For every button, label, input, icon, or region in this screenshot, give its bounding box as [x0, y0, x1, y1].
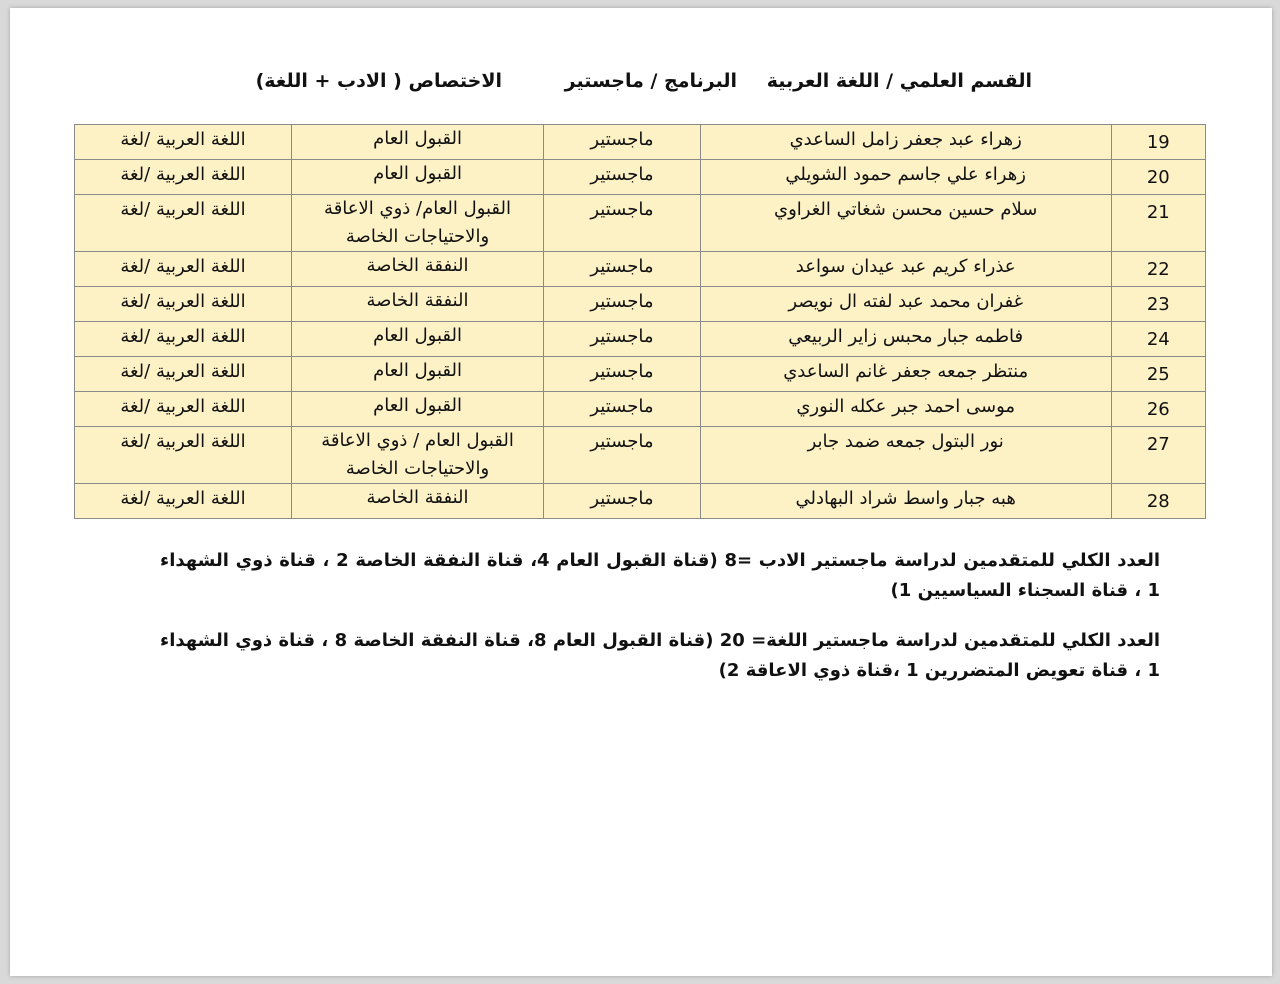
table-row: [75, 392, 1206, 427]
header-department: القسم العلمي / اللغة العربية: [766, 70, 1032, 92]
student-name-cell: غفران محمد عبد لفته ال نويصر: [700, 287, 1111, 322]
row-number-cell: 20: [1111, 160, 1205, 195]
admission-channel-cell: القبول العام / ذوي الاعاقة والاحتياجات الخاصة: [291, 427, 543, 484]
specialization-cell: اللغة العربية /لغة: [75, 287, 292, 322]
admission-channel-cell: النفقة الخاصة: [291, 252, 543, 287]
row-number-cell: 24: [1111, 322, 1205, 357]
specialization-cell: اللغة العربية /لغة: [75, 427, 292, 484]
literature-summary: العدد الكلي للمتقدمين لدراسة ماجستير الادب =8 (قناة القبول العام 4، قناة النفقة الخاصة 2 ، قناة ذوي الشهداء 1 ، قناة السجناء السياسيين 1): [160, 550, 1160, 601]
admission-channel-cell: القبول العام: [291, 160, 543, 195]
student-name-cell: عذراء كريم عبد عيدان سواعد: [700, 252, 1111, 287]
header-specialization: الاختصاص ( الادب + اللغة): [255, 70, 502, 92]
student-name-cell: زهراء عبد جعفر زامل الساعدي: [700, 125, 1111, 160]
student-name-cell: منتظر جمعه جعفر غانم الساعدي: [700, 357, 1111, 392]
row-number-cell: 19: [1111, 125, 1205, 160]
row-number-cell: 21: [1111, 195, 1205, 252]
document-header: [10, 70, 1272, 104]
student-name-cell: نور البتول جمعه ضمد جابر: [700, 427, 1111, 484]
specialization-cell: اللغة العربية /لغة: [75, 160, 292, 195]
program-cell: ماجستير: [544, 484, 701, 519]
specialization-cell: اللغة العربية /لغة: [75, 195, 292, 252]
admission-channel-cell: النفقة الخاصة: [291, 484, 543, 519]
table-row: [75, 357, 1206, 392]
row-number-cell: 22: [1111, 252, 1205, 287]
program-cell: ماجستير: [544, 357, 701, 392]
specialization-cell: اللغة العربية /لغة: [75, 392, 292, 427]
program-cell: ماجستير: [544, 322, 701, 357]
admission-channel-cell: القبول العام: [291, 392, 543, 427]
language-summary: العدد الكلي للمتقدمين لدراسة ماجستير اللغة= 20 (قناة القبول العام 8، قناة النفقة الخاصة 8 ، قناة ذوي الشهداء 1 ، قناة تعويض المتضررين 1 ،قناة ذوي الاعاقة 2): [160, 630, 1160, 681]
specialization-cell: اللغة العربية /لغة: [75, 125, 292, 160]
program-cell: ماجستير: [544, 160, 701, 195]
student-name-cell: فاطمه جبار محبس زاير الربيعي: [700, 322, 1111, 357]
table-row: [75, 484, 1206, 519]
table-row: [75, 125, 1206, 160]
row-number-cell: 26: [1111, 392, 1205, 427]
program-cell: ماجستير: [544, 392, 701, 427]
program-cell: ماجستير: [544, 195, 701, 252]
student-name-cell: هبه جبار واسط شراد البهادلي: [700, 484, 1111, 519]
applicants-table-body: [75, 125, 1206, 519]
program-cell: ماجستير: [544, 252, 701, 287]
table-row: [75, 195, 1206, 252]
admission-channel-cell: القبول العام: [291, 357, 543, 392]
header-program: البرنامج / ماجستير: [564, 70, 737, 92]
student-name-cell: سلام حسين محسن شغاتي الغراوي: [700, 195, 1111, 252]
row-number-cell: 23: [1111, 287, 1205, 322]
specialization-cell: اللغة العربية /لغة: [75, 322, 292, 357]
table-row: [75, 160, 1206, 195]
admission-channel-cell: القبول العام/ ذوي الاعاقة والاحتياجات الخاصة: [291, 195, 543, 252]
row-number-cell: 25: [1111, 357, 1205, 392]
table-row: [75, 427, 1206, 484]
table-row: [75, 322, 1206, 357]
row-number-cell: 27: [1111, 427, 1205, 484]
table-row: [75, 287, 1206, 322]
admission-channel-cell: القبول العام: [291, 125, 543, 160]
admission-channel-cell: القبول العام: [291, 322, 543, 357]
specialization-cell: اللغة العربية /لغة: [75, 252, 292, 287]
specialization-cell: اللغة العربية /لغة: [75, 357, 292, 392]
program-cell: ماجستير: [544, 427, 701, 484]
program-cell: ماجستير: [544, 125, 701, 160]
specialization-cell: اللغة العربية /لغة: [75, 484, 292, 519]
document-page: [10, 8, 1272, 976]
row-number-cell: 28: [1111, 484, 1205, 519]
student-name-cell: زهراء علي جاسم حمود الشويلي: [700, 160, 1111, 195]
admission-channel-cell: النفقة الخاصة: [291, 287, 543, 322]
program-cell: ماجستير: [544, 287, 701, 322]
table-row: [75, 252, 1206, 287]
applicants-table: [74, 124, 1206, 519]
student-name-cell: موسى احمد جبر عكله النوري: [700, 392, 1111, 427]
